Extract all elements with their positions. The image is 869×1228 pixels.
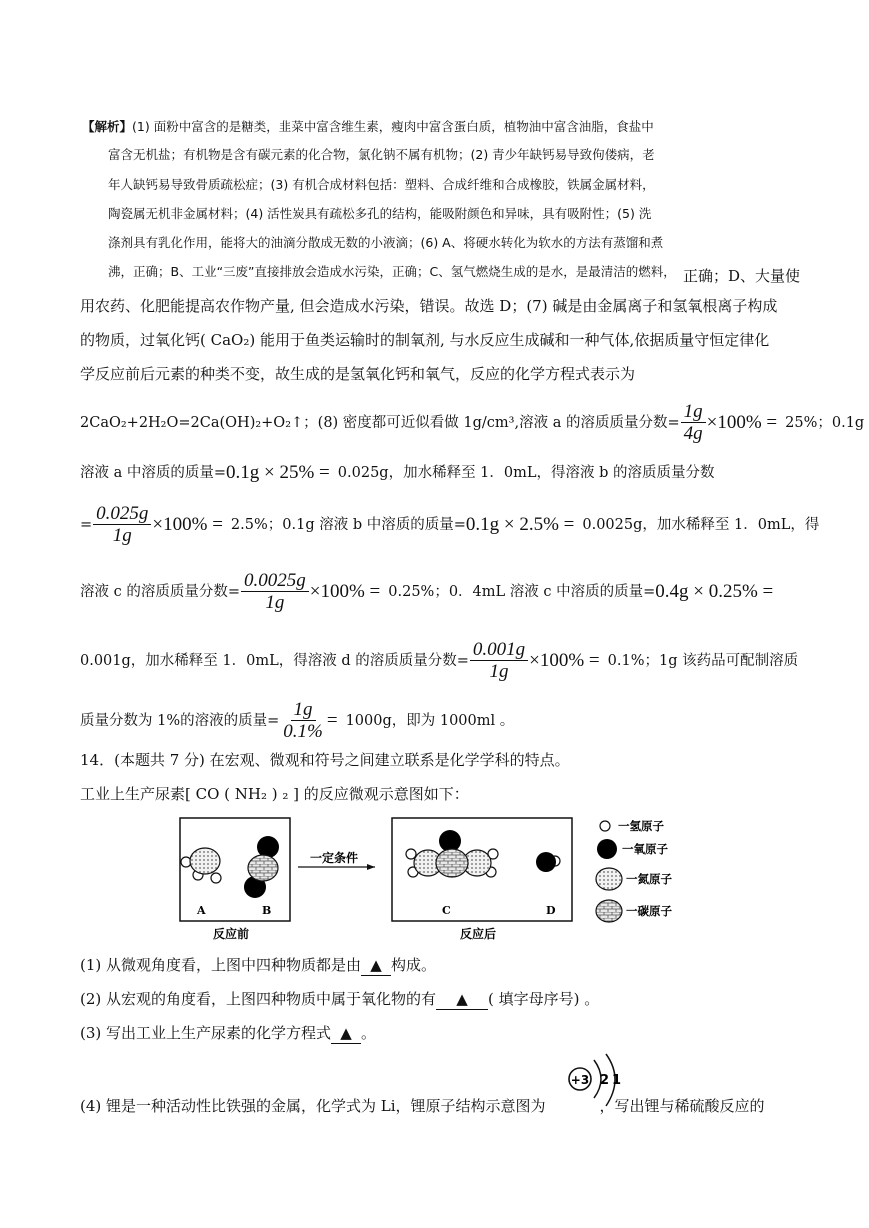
sub-question-4 [80, 1096, 765, 1116]
legend-oxygen: 一氧原子 [622, 842, 668, 856]
fraction-a-denominator: 4g [683, 422, 703, 444]
analysis-line-2: 富含无机盐；有机物是含有碳元素的化合物，氯化钠不属有机物；(2) 青少年缺钙易导致佝偻病，老 [108, 147, 655, 162]
line-d-head: 溶液 c 的溶质质量分数= [80, 584, 240, 600]
after-label: 反应后 [460, 927, 497, 941]
equation-line-c [80, 500, 819, 550]
fraction-b [93, 504, 151, 547]
before-label: 反应前 [213, 927, 250, 941]
sub-question-1-text: (1) 从微观角度看，上图中四种物质都是由 [80, 956, 362, 974]
line-e-tail: 0.1%；1g 该药品可配制溶质 [607, 653, 799, 669]
answer-blank-1[interactable] [361, 955, 391, 976]
blank-mark-1: ▲ [370, 956, 382, 974]
fraction-f-denominator: 0.1% [283, 720, 323, 742]
molecule-c [406, 830, 498, 877]
times-100-a: ×100% = [706, 412, 778, 433]
legend-hydrogen-icon [600, 821, 610, 831]
shell-2-electrons: 1 [612, 1073, 622, 1088]
fraction-f-numerator: 1g [291, 700, 316, 721]
legend-carbon: 一碳原子 [626, 904, 672, 918]
analysis-line-9: 学反应前后元素的种类不变，故生成的是氢氧化钙和氧气，反应的化学方程式表示为 [80, 365, 636, 383]
sub-question-3-tail: 。 [361, 1024, 377, 1042]
equation-line-d [80, 567, 773, 617]
sub-question-1-tail: 构成。 [391, 956, 437, 974]
equation-line-b [80, 460, 715, 486]
shell-1-electrons: 2 [600, 1073, 610, 1088]
line-b-tail: 0.025g，加水稀释至 1．0mL，得溶液 b 的溶质质量分数 [337, 465, 715, 481]
fraction-e-numerator: 0.001g [470, 640, 528, 661]
legend-nitrogen: 一氮原子 [626, 872, 672, 886]
label-a: A [197, 904, 206, 917]
fraction-f [280, 700, 326, 743]
fraction-a-numerator: 1g [681, 402, 706, 423]
equals-f: = [326, 710, 338, 731]
times-100-e: ×100% = [529, 650, 600, 671]
sub-question-1 [80, 955, 436, 976]
expr-c: 0.1g × 2.5% = [465, 514, 575, 535]
analysis-line-6a: 沸，正确；B、工业“三废”直接排放会造成水污染，正确；C、氢气燃烧生成的是水，是最清洁的燃料， [108, 264, 676, 279]
analysis-line-4: 陶瓷属无机非金属材料；(4) 活性炭具有疏松多孔的结构，能吸附颜色和异味，具有吸附性；(5) 洗 [108, 206, 652, 221]
line-e-head: 0.001g，加水稀释至 1．0mL，得溶液 d 的溶质质量分数= [80, 653, 469, 669]
line-c-mid: 2.5%；0.1g 溶液 b 中溶质的质量= [230, 517, 466, 533]
times-100-d: ×100% = [309, 581, 381, 602]
sub-question-2 [80, 989, 599, 1010]
equation-a-text: 2CaO₂+2H₂O=2Ca(OH)₂+O₂↑；(8) 密度都可近似看做 1g/cm³,溶液 a 的溶质质量分数= [80, 415, 680, 431]
line-b-head: 溶液 a 中溶质的质量= [80, 465, 227, 481]
molecule-d [536, 852, 560, 872]
line-d-mid: 0.25%；0．4mL 溶液 c 中溶质的质量= [388, 584, 656, 600]
label-b: B [262, 904, 272, 917]
legend-hydrogen: 一氢原子 [618, 819, 664, 833]
legend-carbon-icon [596, 900, 622, 922]
molecule-b [244, 836, 279, 898]
equation-line-f [80, 696, 514, 746]
reaction-diagram [170, 810, 730, 945]
analysis-line-1 [82, 117, 654, 135]
fraction-d [241, 571, 309, 614]
fraction-b-denominator: 1g [112, 524, 132, 546]
blank-mark-3: ▲ [340, 1024, 352, 1042]
fraction-d-denominator: 1g [265, 591, 285, 613]
analysis-tag: 【解析】 [82, 119, 133, 134]
legend [596, 819, 672, 922]
equation-line-e [80, 636, 798, 686]
sub-question-2-tail: ( 填字母序号) 。 [488, 990, 600, 1008]
expr-b: 0.1g × 25% = [226, 462, 330, 483]
equation-line-a [80, 398, 864, 448]
analysis-line-3: 年人缺钙易导致骨质疏松症；(3) 有机合成材料包括：塑料、合成纤维和合成橡胶，铁属金属材料， [108, 177, 655, 192]
sub-question-4-text: (4) 锂是一种活动性比铁强的金属，化学式为 Li，锂原子结构示意图为 [80, 1097, 546, 1115]
sub-question-3 [80, 1023, 376, 1044]
fraction-b-numerator: 0.025g [93, 504, 151, 525]
equation-a-tail: 25%；0.1g [785, 415, 865, 431]
sub-question-3-text: (3) 写出工业上生产尿素的化学方程式 [80, 1024, 332, 1042]
sub-question-4-tail: ，写出锂与稀硫酸反应的 [599, 1097, 765, 1115]
answer-blank-3[interactable] [331, 1023, 361, 1044]
molecule-a [181, 848, 221, 883]
line-c-tail: 0.0025g，加水稀释至 1．0mL，得 [582, 517, 820, 533]
legend-nitrogen-icon [596, 868, 622, 890]
question-14-intro: 工业上生产尿素[ CO ( NH₂ ) ₂ ] 的反应微观示意图如下： [80, 785, 469, 803]
arrow-label: 一定条件 [310, 851, 359, 865]
sub-question-2-text: (2) 从宏观的角度看，上图四种物质中属于氧化物的有 [80, 990, 437, 1008]
analysis-line-5: 涤剂具有乳化作用，能将大的油滴分散成无数的小液滴；(6) A、将硬水转化为软水的方法有蒸馏和煮 [108, 235, 664, 250]
expr-d: 0.4g × 0.25% = [655, 581, 774, 602]
line-f-head: 质量分数为 1%的溶液的质量= [80, 713, 280, 729]
analysis-line-7: 用农药、化肥能提高农作物产量, 但会造成水污染，错误。故选 D；(7) 碱是由金属离子和氢氧根离子构成 [80, 297, 778, 315]
fraction-a [681, 402, 706, 445]
label-c: C [442, 904, 451, 917]
fraction-e [470, 640, 528, 683]
question-14-title: 14．(本题共 7 分) 在宏观、微观和符号之间建立联系是化学学科的特点。 [80, 751, 570, 769]
blank-mark-2: ▲ [456, 990, 468, 1008]
fraction-d-numerator: 0.0025g [241, 571, 309, 592]
label-d: D [546, 904, 556, 917]
eq-prefix-c: = [80, 517, 93, 533]
times-100-b: ×100% = [152, 514, 223, 535]
nucleus-charge: +3 [570, 1073, 590, 1087]
line-f-tail: 1000g，即为 1000ml 。 [345, 713, 515, 729]
legend-oxygen-icon [597, 839, 617, 859]
analysis-text-1: (1) 面粉中富含的是糖类，韭菜中富含维生素，瘦肉中富含蛋白质，植物油中富含油脂，食盐中 [132, 119, 654, 134]
fraction-e-denominator: 1g [489, 660, 509, 682]
lithium-atom-diagram [560, 1052, 630, 1114]
answer-blank-2[interactable] [436, 989, 488, 1010]
analysis-line-8: 的物质，过氧化钙( CaO₂) 能用于鱼类运输时的制氧剂, 与水反应生成碱和一种气体,依据质量守恒定律化 [80, 331, 770, 349]
analysis-line-6b: 正确；D、大量使 [683, 267, 801, 285]
